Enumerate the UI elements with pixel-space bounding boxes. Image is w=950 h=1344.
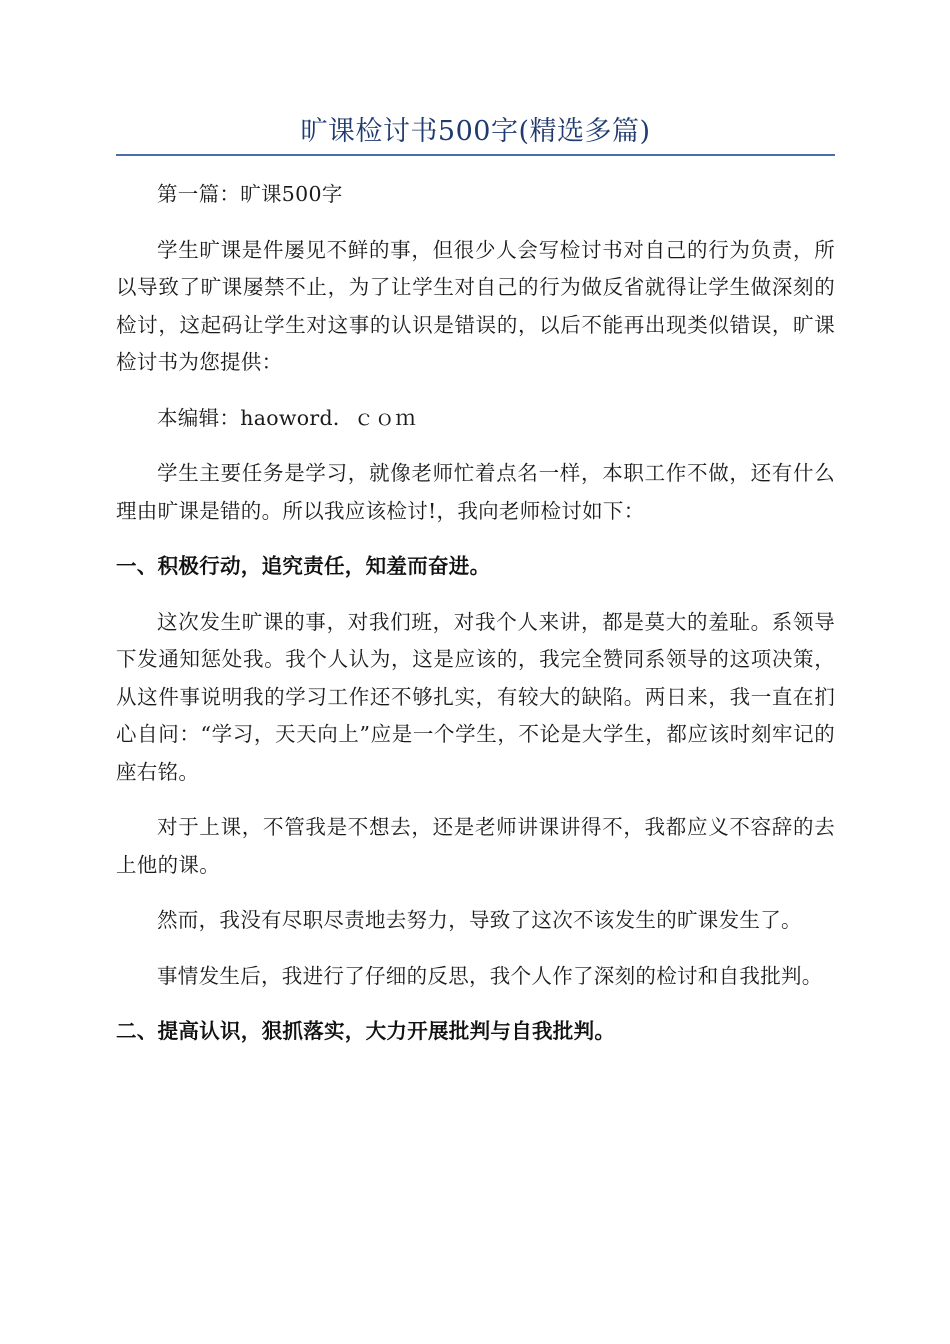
section-heading: 一、积极行动，追究责任，知羞而奋进。 [116,554,491,578]
title-underline [116,154,835,156]
body-paragraph: 事情发生后，我进行了仔细的反思，我个人作了深刻的检讨和自我批判。 [157,963,823,988]
document-title: 旷课检讨书500字(精选多篇) [300,116,651,147]
editor-source-line: 本编辑：haoword．ｃｏｍ [157,405,417,430]
body-paragraph: 然而，我没有尽职尽责地去努力，导致了这次不该发生的旷课发生了。 [157,908,802,932]
document-body [116,176,835,1069]
section-intro-line: 第一篇：旷课500字 [157,182,343,206]
section-heading: 二、提高认识，狠抓落实，大力开展批判与自我批判。 [116,1019,616,1043]
body-paragraph: 学生旷课是件屡见不鲜的事，但很少人会写检讨书对自己的行为负责，所以导致了旷课屡禁不止，为了让学生对自己的行为做反省就得让学生做深刻的检讨，这起码让学生对这事的认识是错误的，以后不能再出现类似错误，旷课检讨书为您提供： [116,237,835,374]
body-paragraph: 对于上课，不管我是不想去，还是老师讲课讲得不，我都应义不容辞的去上他的课。 [116,815,835,877]
body-paragraph: 学生主要任务是学习，就像老师忙着点名一样，本职工作不做，还有什么理由旷课是错的。所以我应该检讨!，我向老师检讨如下： [116,461,835,523]
body-paragraph: 这次发生旷课的事，对我们班，对我个人来讲，都是莫大的羞耻。系领导下发通知惩处我。我个人认为，这是应该的，我完全赞同系领导的这项决策，从这件事说明我的学习工作还不够扎实，有较大的缺陷。两日来，我一直在扪心自问：“学习，天天向上”应是一个学生，不论是大学生，都应该时刻牢记的座右铭。 [116,609,835,784]
